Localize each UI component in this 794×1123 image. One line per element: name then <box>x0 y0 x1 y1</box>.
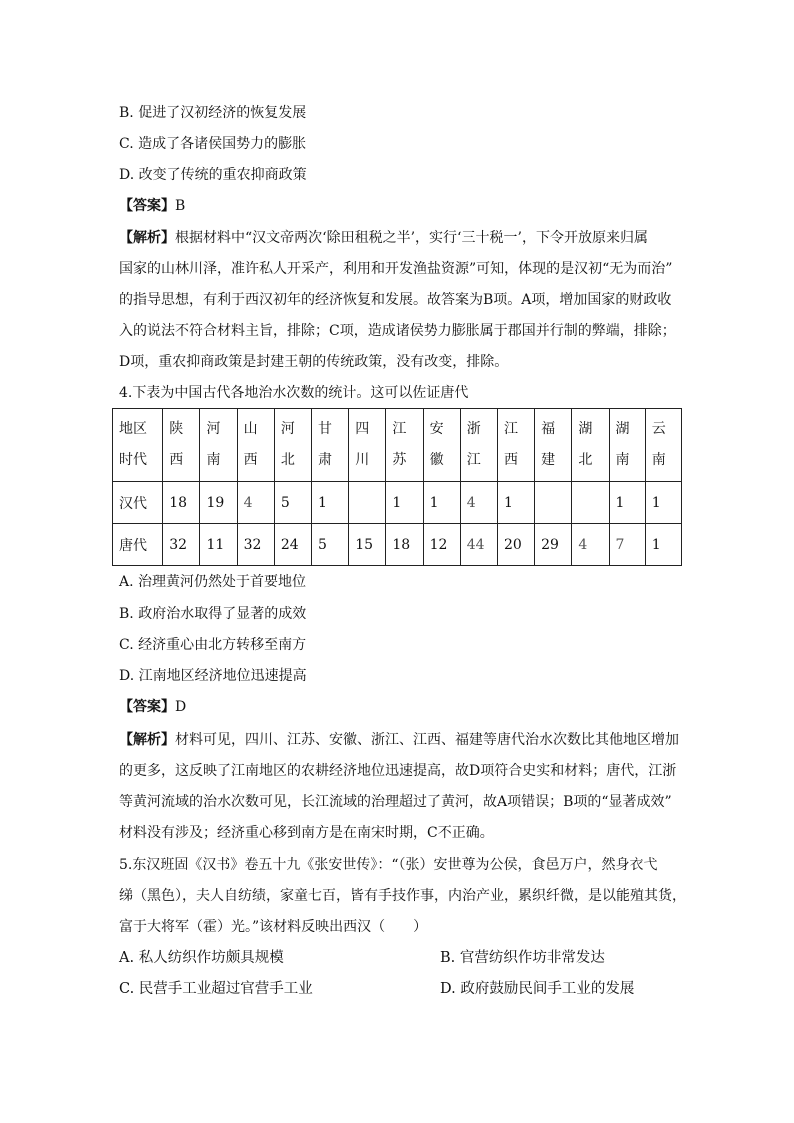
q3-option-b: B. 促进了汉初经济的恢复发展 <box>119 105 307 121</box>
q3-analysis-line-5: D项，重农抑商政策是封建王朝的传统政策，没有改变，排除。 <box>119 354 509 370</box>
table-cell: 4 <box>460 482 497 524</box>
table-cell: 1 <box>645 482 681 524</box>
header-cell: 浙 江 <box>460 409 497 482</box>
q5-stem-line-3: 富于大将军（霍）光。”该材料反映出西汉（ ） <box>119 919 428 935</box>
q4-answer <box>119 697 186 717</box>
header-cell: 福 建 <box>535 409 572 482</box>
q4-option-c: C. 经济重心由北方转移至南方 <box>119 637 307 653</box>
q5-option-c: C. 民营手工业超过官营手工业 <box>119 981 313 997</box>
table-cell <box>535 482 572 524</box>
header-cell: 山 西 <box>237 409 274 482</box>
header-cell: 江 西 <box>497 409 534 482</box>
table-cell: 32 <box>163 524 200 566</box>
answer-label: 【答案】 <box>119 699 175 715</box>
table-cell: 汉代 <box>113 482 163 524</box>
table-cell: 11 <box>200 524 237 566</box>
table-row-tang <box>113 524 682 566</box>
q4-option-d: D. 江南地区经济地位迅速提高 <box>119 668 307 684</box>
analysis-text: 根据材料中“汉文帝两次‘除田租税之半’，实行‘三十税一’，下令开放原来归属 <box>175 230 648 246</box>
header-cell: 湖 南 <box>609 409 645 482</box>
table-cell: 20 <box>497 524 534 566</box>
header-cell: 河 南 <box>200 409 237 482</box>
q4-analysis-line-1 <box>119 730 679 750</box>
q3-option-d: D. 改变了传统的重农抑商政策 <box>119 167 307 183</box>
table-cell: 24 <box>274 524 311 566</box>
table-cell: 1 <box>312 482 349 524</box>
answer-value: B <box>175 198 186 214</box>
header-cell: 四 川 <box>349 409 386 482</box>
header-cell: 陕 西 <box>163 409 200 482</box>
q4-analysis-line-4: 材料没有涉及；经济重心移到南方是在南宋时期，C不正确。 <box>119 825 494 841</box>
header-cell: 安 徽 <box>423 409 460 482</box>
q3-option-c: C. 造成了各诸侯国势力的膨胀 <box>119 136 307 152</box>
table-cell: 4 <box>237 482 274 524</box>
table-cell <box>572 482 609 524</box>
table-cell: 29 <box>535 524 572 566</box>
table-cell: 18 <box>163 482 200 524</box>
q3-analysis-line-3: 的指导思想，有利于西汉初年的经济恢复和发展。故答案为B项。A项，增加国家的财政收 <box>119 292 672 308</box>
table-cell: 1 <box>497 482 534 524</box>
table-cell: 12 <box>423 524 460 566</box>
table-cell: 18 <box>386 524 423 566</box>
analysis-label: 【解析】 <box>119 732 175 748</box>
table-cell: 唐代 <box>113 524 163 566</box>
analysis-text: 材料可见，四川、江苏、安徽、浙江、江西、福建等唐代治水次数比其他地区增加 <box>175 732 679 748</box>
q3-answer <box>119 196 185 216</box>
q5-stem-line-1: 5.东汉班固《汉书》卷五十九《张安世传》：“（张）安世尊为公侯，食邑万户，然身衣弋 <box>119 857 658 873</box>
table-cell: 7 <box>609 524 645 566</box>
q4-stem: 4.下表为中国古代各地治水次数的统计。这可以佐证唐代 <box>119 385 469 401</box>
table-cell: 32 <box>237 524 274 566</box>
table-cell: 5 <box>312 524 349 566</box>
q3-analysis-line-1 <box>119 228 648 248</box>
table-cell: 15 <box>349 524 386 566</box>
q5-option-b: B. 官营纺织作坊非常发达 <box>440 950 605 966</box>
answer-value: D <box>175 699 187 715</box>
answer-label: 【答案】 <box>119 198 175 214</box>
q4-option-b: B. 政府治水取得了显著的成效 <box>119 606 307 622</box>
table-header-row <box>113 409 682 482</box>
table-cell: 1 <box>423 482 460 524</box>
header-cell: 云 南 <box>645 409 681 482</box>
table-cell: 1 <box>386 482 423 524</box>
header-cell: 地区 时代 <box>113 409 163 482</box>
q3-analysis-line-4: 入的说法不符合材料主旨，排除；C项，造成诸侯势力膨胀属于郡国并行制的弊端，排除； <box>119 323 676 339</box>
table-row-han <box>113 482 682 524</box>
table-cell: 19 <box>200 482 237 524</box>
table-cell: 1 <box>645 524 681 566</box>
table-cell: 5 <box>274 482 311 524</box>
table-cell: 1 <box>609 482 645 524</box>
q5-option-a: A. 私人纺织作坊颇具规模 <box>119 950 284 966</box>
q5-option-d: D. 政府鼓励民间手工业的发展 <box>440 981 635 997</box>
q4-analysis-line-3: 等黄河流域的治水次数可见，长江流域的治理超过了黄河，故A项错误；B项的“显著成效” <box>119 794 672 810</box>
q4-analysis-line-2: 的更多，这反映了江南地区的农耕经济地位迅速提高，故D项符合史实和材料；唐代，江浙 <box>119 763 677 779</box>
header-cell: 河 北 <box>274 409 311 482</box>
analysis-label: 【解析】 <box>119 230 175 246</box>
table-cell: 44 <box>460 524 497 566</box>
q3-analysis-line-2: 国家的山林川泽，准许私人开采产，利用和开发渔盐资源”可知，体现的是汉初“无为而治” <box>119 261 673 277</box>
table-cell: 4 <box>572 524 609 566</box>
header-cell: 甘 肃 <box>312 409 349 482</box>
header-cell: 湖 北 <box>572 409 609 482</box>
flood-control-table <box>112 408 682 566</box>
table-cell <box>349 482 386 524</box>
header-cell: 江 苏 <box>386 409 423 482</box>
q5-stem-line-2: 绨（黑色），夫人自纺绩，家童七百，皆有手技作事，内治产业，累织纤微，是以能殖其货， <box>119 888 686 904</box>
q4-option-a: A. 治理黄河仍然处于首要地位 <box>119 574 307 590</box>
